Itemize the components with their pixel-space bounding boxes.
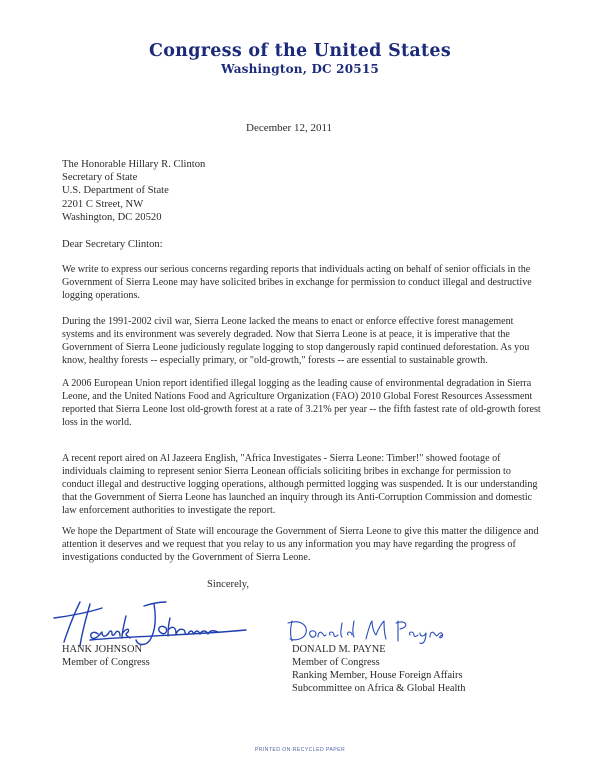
signature-donald-payne [286, 617, 446, 645]
recipient-address [62, 158, 205, 224]
recipient-line: Secretary of State [62, 172, 138, 184]
body-paragraph: We hope the Department of State will encourage the Government of Sierra Leone to give this matter the diligence and attention it deserves and we request that you relay to us any information you may have regarding the progress of investigations conducted by the Government of Sierra Leone. [62, 526, 539, 563]
recycled-paper-note: PRINTED ON RECYCLED PAPER [254, 747, 346, 753]
letterhead-title: Congress of the United States [148, 41, 452, 61]
salutation: Dear Secretary Clinton: [62, 239, 163, 250]
recipient-line: U.S. Department of State [62, 185, 169, 197]
body-paragraph: We write to express our serious concerns regarding reports that individuals acting on behalf of senior officials in the Government of Sierra Leone may have solicited bribes in exchange for permission to conduct illegal and destructive logging operations. [62, 264, 532, 301]
recipient-line: Washington, DC 20520 [62, 211, 162, 223]
recipient-line: The Honorable Hillary R. Clinton [62, 159, 206, 170]
body-paragraph: A recent report aired on Al Jazeera English, "Africa Investigates - Sierra Leone: Timber!" showed footage of individuals claiming to represent senior Sierra Leonean officials soliciting bribes in exchange for permission to conduct illegal and destructive logging operations, although permitted logging was suspended. It is our understanding that the Government of Sierra Leone has launched an inquiry through its Anti-Corruption Commission and domestic law enforcement authorities to investigate the report. [62, 453, 538, 516]
signer-title: Ranking Member, House Foreign Affairs [292, 670, 463, 682]
signer-title: Member of Congress [292, 657, 380, 669]
signer-block-payne [292, 643, 465, 695]
letterhead [0, 41, 600, 77]
signer-block-johnson [62, 643, 150, 669]
body-paragraph: During the 1991-2002 civil war, Sierra Leone lacked the means to enact or enforce effective forest management systems and its environment was severely degraded. Now that Sierra Leone is at peace, it is imperative that the Government of Sierra Leone judiciously regulate logging to stop dangerously rapid continued deforestation. As you know, healthy forests -- especially primary, or "old-growth," forests -- are essential to sustainable growth. [62, 316, 530, 366]
body-paragraph: A 2006 European Union report identified illegal logging as the leading cause of environmental degradation in Sierra Leone, and the United Nations Food and Agriculture Organization (FAO) 2010 Global Forest Resources Assessment reported that Sierra Leone lost old-growth forest at a rate of 3.21% per year -- the fifth fastest rate of old-growth forest loss in the world. [62, 378, 541, 428]
signer-title: Subcommittee on Africa & Global Health [292, 683, 466, 695]
signer-name: HANK JOHNSON [62, 644, 142, 655]
signer-title: Member of Congress [62, 657, 150, 669]
letter-date: December 12, 2011 [246, 122, 333, 134]
closing: Sincerely, [207, 579, 249, 590]
letterhead-location: Washington, DC 20515 [221, 62, 379, 76]
signer-name: DONALD M. PAYNE [292, 644, 386, 655]
recipient-line: 2201 C Street, NW [62, 198, 144, 210]
